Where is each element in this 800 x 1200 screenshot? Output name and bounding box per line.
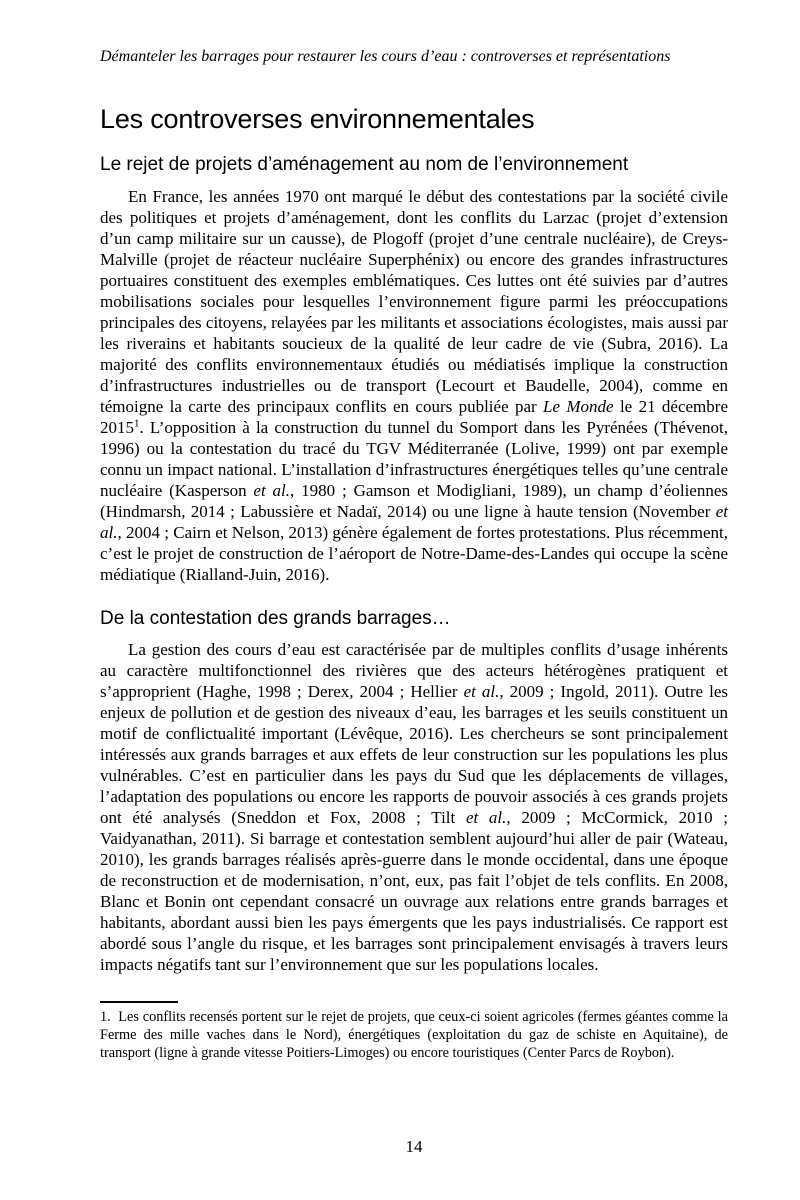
paragraph-contestations: En France, les années 1970 ont marqué le début des contestations par la société civile des politiques et projets d’aménagement, dont les conflits du Larzac (projet d’extension d’un camp militaire sur un causse), de Plogoff (projet d’une centrale nucléaire), de Creys-Malville (projet de réacteur nucléaire Superphénix) ou encore des grandes infrastructures portuaires constituent des exemples emblématiques. Ces luttes ont été suivies par d’autres mobilisations sociales pour lesquelles l’environnement figure parmi les préoccupations principales des citoyens, relayées par les militants et associations écologistes, mais aussi par les riverains et habitants soucieux de la qualité de leur cadre de vie (Subra, 2016). La majorité des conflits environnementaux étudiés ou médiatisés implique la construction d’infrastructures industrielles ou de transport (Lecourt et Baudelle, 2004), comme en témoigne la carte des principaux conflits en cours publiée par Le Monde le 21 décembre 2015$^1$. L’opposition à la construction du tunnel du Somport dans les Pyrénées (Thévenot, 1996) ou la contestation du tracé du TGV Méditerranée (Lolive, 1999) ont par exemple connu un impact national. L’installation d’infrastructures énergétiques telles qu’une centrale nucléaire (Kasperson et al., 1980 ; Gamson et Modigliani, 1989), un champ d’éoliennes (Hindmarsh, 2014 ; Labussière et Nadaï, 2014) ou une ligne à haute tension (November et al., 2004 ; Cairn et Nelson, 2013) génère également de fortes protestations. Plus récemment, c’est le projet de construction de l’aéroport de Notre-Dame-des-Landes qui occupe la scène médiatique (Rialland-Juin, 2016). xyxy=(100,187,728,584)
section-heading-environnement: Le rejet de projets d’aménagement au nom de l’environnement xyxy=(100,154,629,175)
footnote-divider xyxy=(100,1001,178,1003)
running-head: Démanteler les barrages pour restaurer les cours d’eau : controverses et représentations xyxy=(100,48,671,65)
page-title: Les controverses environnementales xyxy=(100,104,535,134)
footnote-text: 1. Les conflits recensés portent sur le rejet de projets, que ceux-ci soient agricoles (fermes géantes comme la Ferme des mille vaches dans le Nord), énergétiques (exploitation du gaz de schiste en Aquitaine), de transport (ligne à grande vitesse Poitiers-Limoges) ou encore touristiques (Center Parcs de Roybon). xyxy=(100,1009,728,1061)
section-heading-barrages: De la contestation des grands barrages… xyxy=(100,608,451,629)
paragraph-grands-barrages: La gestion des cours d’eau est caractérisée par de multiples conflits d’usage inhérents au caractère multifonctionnel des rivières que des acteurs hétérogènes pratiquent et s’approprient (Haghe, 1998 ; Derex, 2004 ; Hellier et al., 2009 ; Ingold, 2011). Outre les enjeux de pollution et de gestion des niveaux d’eau, les barrages et les seuils constituent un motif de conflictualité important (Lévêque, 2016). Les chercheurs se sont principalement intéressés aux grands barrages et aux effets de leur construction sur les populations les plus vulnérables. C’est en particulier dans les pays du Sud que les déplacements de villages, l’adaptation des populations ou encore les rapports de pouvoir associés à ces grands projets ont été analysés (Sneddon et Fox, 2008 ; Tilt et al., 2009 ; McCormick, 2010 ; Vaidyanathan, 2011). Si barrage et contestation semblent aujourd’hui aller de pair (Wateau, 2010), les grands barrages réalisés après-guerre dans le monde occidental, dans une époque de reconstruction et de modernisation, n’ont, eux, pas fait l’objet de tels conflits. En 2008, Blanc et Bonin ont cependant consacré un ouvrage aux relations entre grands barrages et habitants, abordant aussi bien les pays émergents que les pays industrialisés. Ce rapport est abordé sous l’angle du risque, et les barrages sont principalement envisagés à travers leurs impacts négatifs tant sur l’environnement que sur les populations locales. xyxy=(100,640,729,974)
page-number: 14 xyxy=(405,1137,423,1156)
